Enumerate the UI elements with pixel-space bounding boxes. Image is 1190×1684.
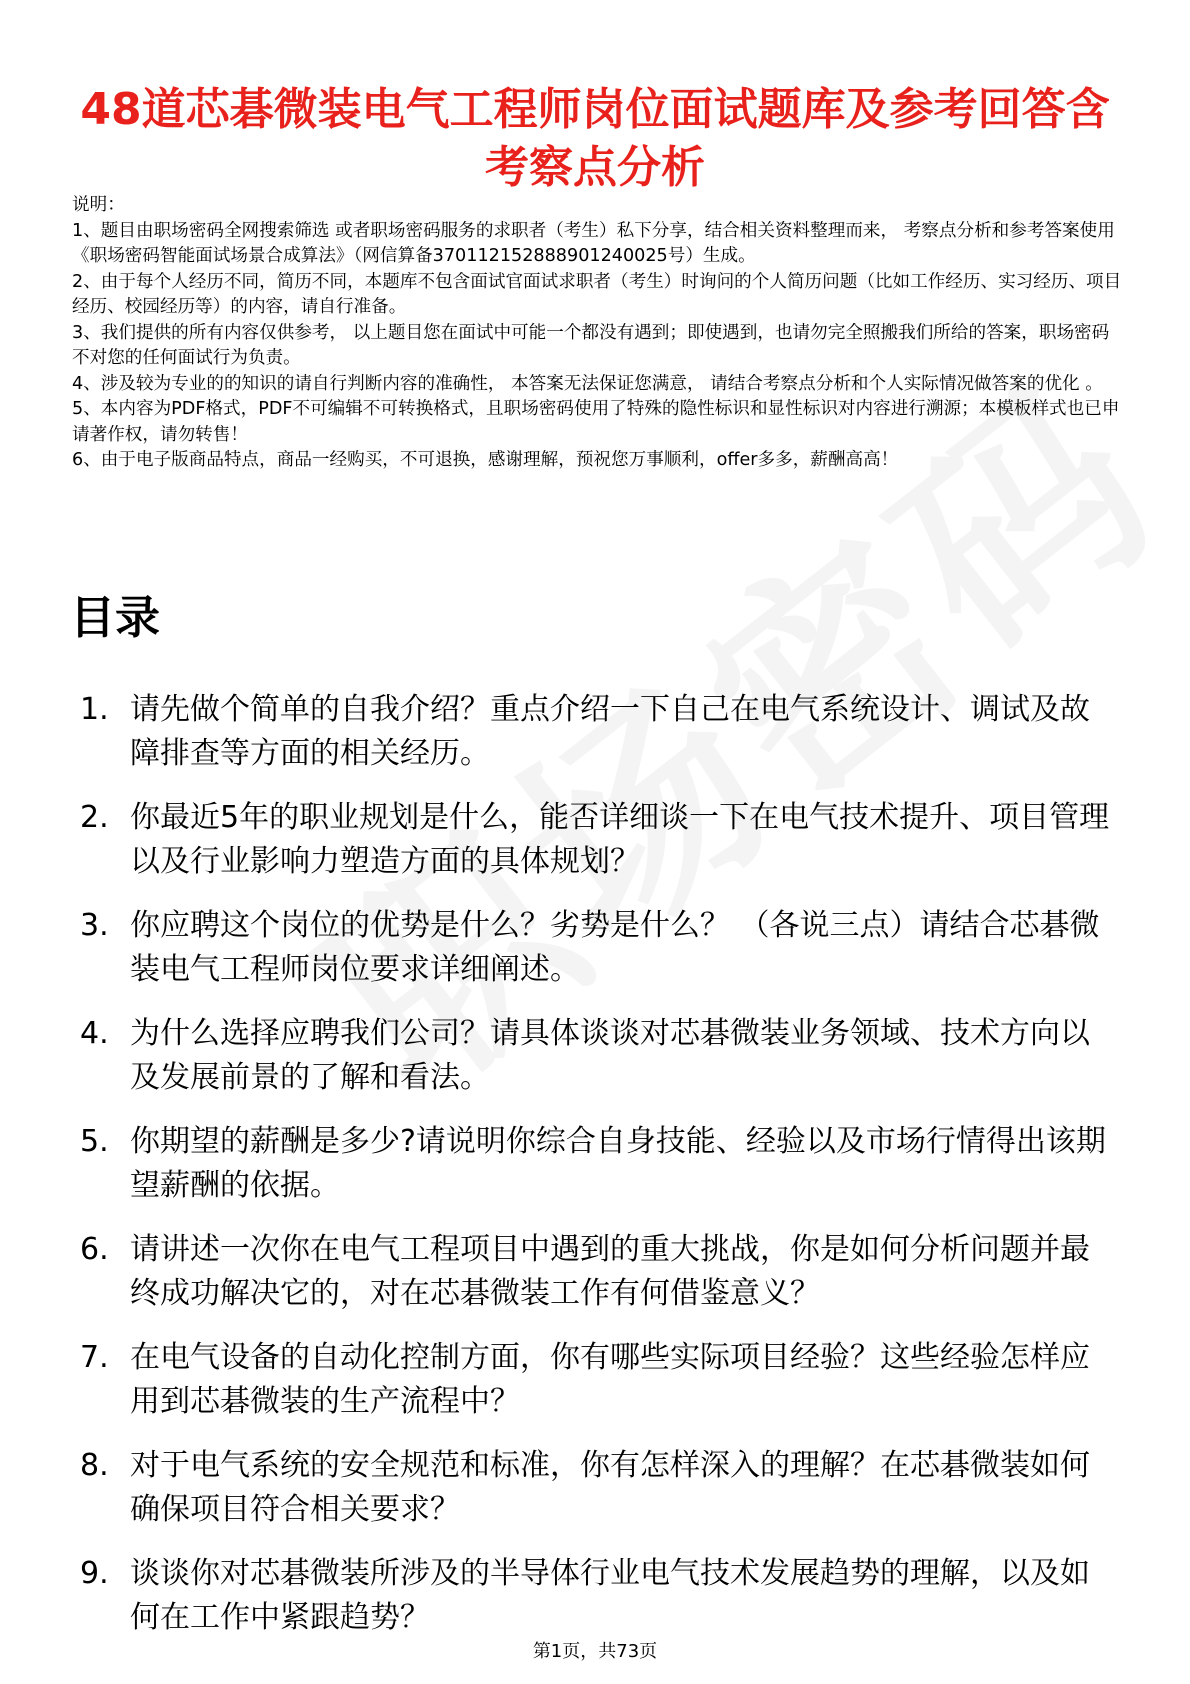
question-text: 在电气设备的自动化控制方面，你有哪些实际项目经验？这些经验怎样应用到芯碁微装的生产流程中？ [130, 1340, 1090, 1419]
question-item[interactable] [80, 1012, 1110, 1100]
question-number: 9. [80, 1556, 109, 1591]
question-item[interactable] [80, 1120, 1110, 1208]
question-text: 谈谈你对芯碁微装所涉及的半导体行业电气技术发展趋势的理解，以及如何在工作中紧跟趋势？ [130, 1556, 1090, 1635]
question-number: 4. [80, 1016, 109, 1051]
question-text: 请先做个简单的自我介绍？重点介绍一下自己在电气系统设计、调试及故障排查等方面的相关经历。 [130, 692, 1090, 771]
question-text: 对于电气系统的安全规范和标准，你有怎样深入的理解？在芯碁微装如何确保项目符合相关要求？ [130, 1448, 1090, 1527]
question-text: 你应聘这个岗位的优势是什么？劣势是什么？ （各说三点）请结合芯碁微装电气工程师岗位要求详细阐述。 [130, 908, 1100, 987]
question-list [80, 688, 1110, 1660]
page-footer: 第1页，共73页 [532, 1641, 658, 1662]
document-title: 48道芯碁微装电气工程师岗位面试题库及参考回答含考察点分析 [80, 84, 1110, 194]
question-number: 2. [80, 800, 109, 835]
notes-heading: 说明： [72, 195, 125, 215]
question-text: 为什么选择应聘我们公司？请具体谈谈对芯碁微装业务领域、技术方向以及发展前景的了解和看法。 [130, 1016, 1090, 1095]
question-item[interactable] [80, 1444, 1110, 1532]
question-text: 请讲述一次你在电气工程项目中遇到的重大挑战，你是如何分析问题并最终成功解决它的，对在芯碁微装工作有何借鉴意义？ [130, 1232, 1090, 1311]
note-item-5: 5、本内容为PDF格式，PDF不可编辑不可转换格式，且职场密码使用了特殊的隐性标识和显性标识对内容进行溯源；本模板样式也已申请著作权，请勿转售！ [72, 399, 1120, 445]
question-number: 3. [80, 908, 109, 943]
question-item[interactable] [80, 1336, 1110, 1424]
note-item-4: 4、涉及较为专业的的知识的请自行判断内容的准确性， 本答案无法保证您满意， 请结合考察点分析和个人实际情况做答案的优化 。 [72, 373, 1103, 394]
question-item[interactable] [80, 904, 1110, 992]
question-text: 你期望的薪酬是多少?请说明你综合自身技能、经验以及市场行情得出该期望薪酬的依据。 [130, 1124, 1106, 1203]
question-item[interactable] [80, 1552, 1110, 1640]
toc-heading: 目录 [70, 591, 161, 644]
notes-section [72, 193, 1122, 474]
question-number: 7. [80, 1340, 109, 1375]
question-text: 你最近5年的职业规划是什么，能否详细谈一下在电气技术提升、项目管理以及行业影响力塑造方面的具体规划？ [130, 800, 1110, 879]
question-number: 1. [80, 692, 109, 727]
note-item-2: 2、由于每个人经历不同，简历不同，本题库不包含面试官面试求职者（考生）时询问的个人简历问题（比如工作经历、实习经历、项目经历、校园经历等）的内容，请自行准备。 [72, 271, 1122, 317]
note-item-1: 1、题目由职场密码全网搜索筛选 或者职场密码服务的求职者（考生）私下分享，结合相关资料整理而来， 考察点分析和参考答案使用《职场密码智能面试场景合成算法》（网信算备370112152888901240025号）生成。 [72, 220, 1115, 266]
question-number: 6. [80, 1232, 109, 1267]
question-item[interactable] [80, 688, 1110, 776]
note-item-6: 6、由于电子版商品特点，商品一经购买，不可退换，感谢理解，预祝您万事顺利，offer多多，薪酬高高！ [72, 450, 899, 470]
question-item[interactable] [80, 796, 1110, 884]
question-number: 8. [80, 1448, 109, 1483]
question-number: 5. [80, 1124, 109, 1159]
note-item-3: 3、我们提供的所有内容仅供参考， 以上题目您在面试中可能一个都没有遇到；即使遇到，也请勿完全照搬我们所给的答案，职场密码不对您的任何面试行为负责。 [72, 322, 1110, 368]
question-item[interactable] [80, 1228, 1110, 1316]
